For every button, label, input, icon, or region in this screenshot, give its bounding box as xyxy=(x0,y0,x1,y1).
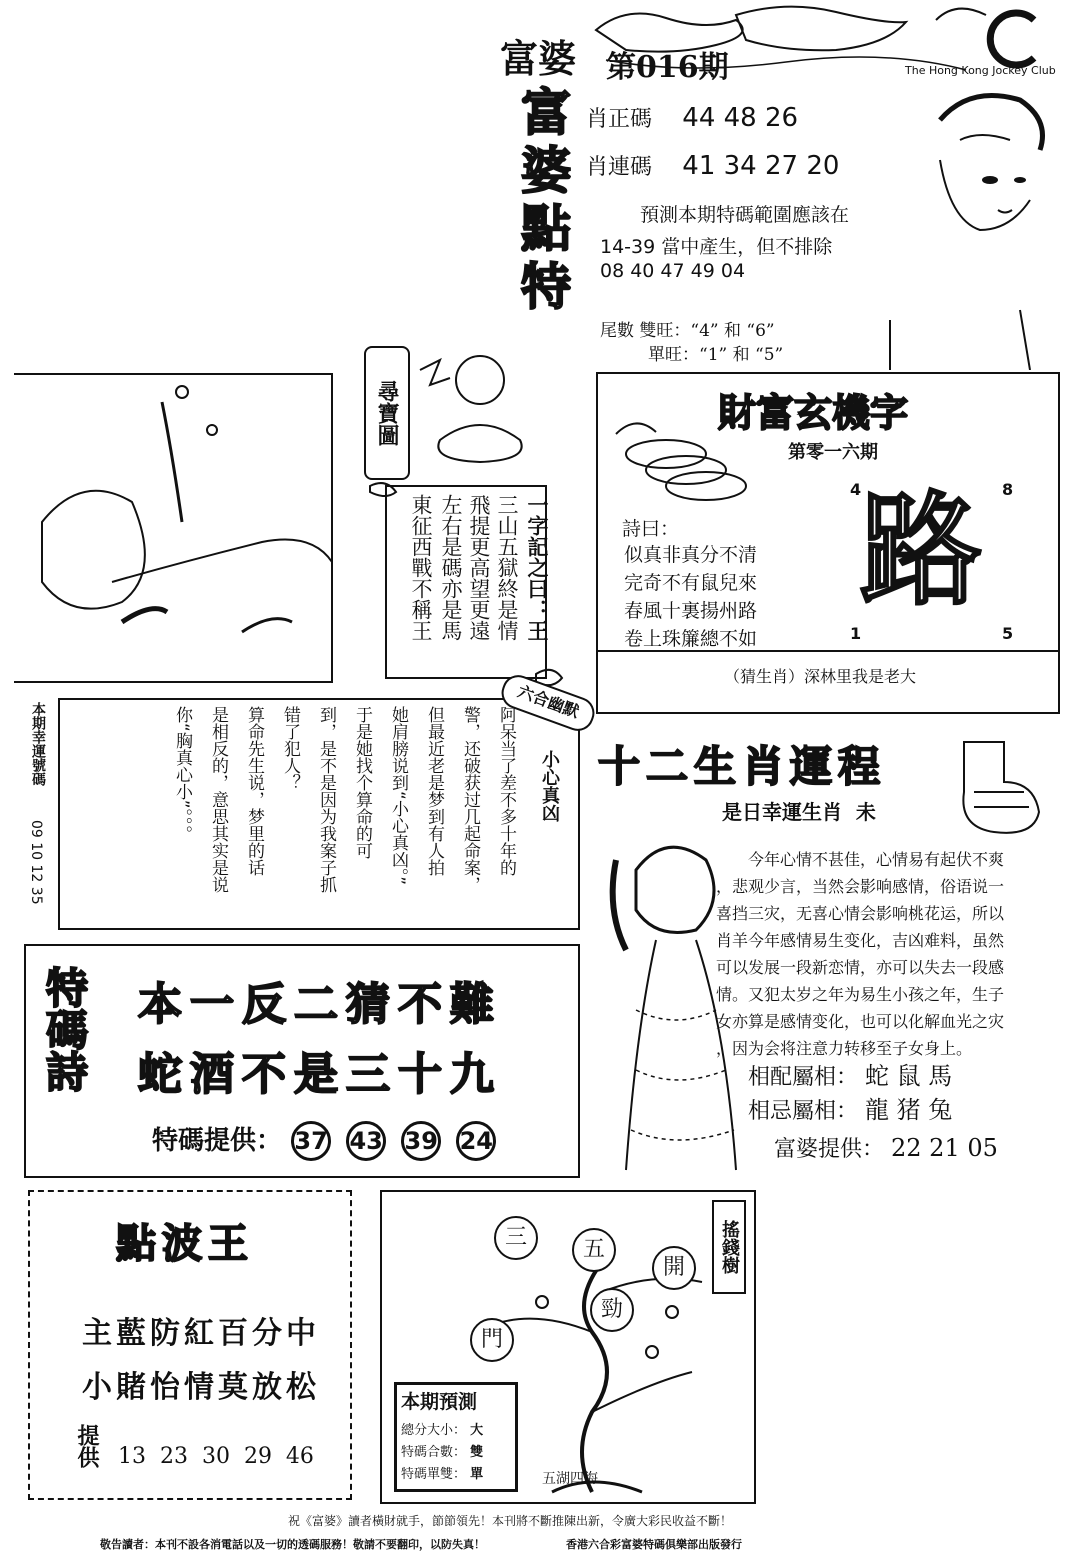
bubble-men: 門 xyxy=(470,1318,514,1362)
special-poem-line-1: 本一反二猜不難 xyxy=(138,979,502,1030)
fortune-big-character: 路 xyxy=(860,478,982,622)
scroll-line-3: 左右是碼亦是馬 xyxy=(439,494,463,641)
forecast-total-label: 總分大小： xyxy=(401,1423,467,1438)
lucky-numbers-box xyxy=(24,700,58,930)
footer-line-1: 祝《富婆》讀者橫財就手，節節領先！本刊將不斷推陳出新，令廣大彩民收益不斷！ xyxy=(288,1514,733,1528)
jockey-club-text: The Hong Kong Jockey Club xyxy=(905,64,1056,77)
poem-line-3: 春風十裏揚州路 xyxy=(624,600,758,622)
corner-number-top-right: 8 xyxy=(1002,480,1014,499)
number-ball: 24 xyxy=(456,1121,496,1161)
scroll-line-1: 三山五獄終是情 xyxy=(495,494,519,641)
zodiac-avoid-row xyxy=(748,1090,952,1125)
fist-icon xyxy=(944,732,1054,842)
poem-line-2: 完奇不有鼠兒來 xyxy=(624,572,758,594)
forecast-sum-label: 特碼合數： xyxy=(401,1445,467,1460)
number-ball: 43 xyxy=(346,1121,386,1161)
poem-line-1: 似真非真分不清 xyxy=(624,544,758,566)
zheng-code-row xyxy=(586,102,798,133)
scroll-line-4: 東征西戰不稱王 xyxy=(409,494,433,641)
prediction-line-1: 預測本期特碼範圍應該在 xyxy=(640,204,850,226)
number-ball: 39 xyxy=(401,1121,441,1161)
zodiac-text-line-7: 女亦算是感情变化，也可以化解血光之灾 xyxy=(716,1012,1005,1031)
zodiac-provider-row xyxy=(774,1132,998,1163)
story-badge-text: 六合幽默 xyxy=(515,681,582,722)
forecast-sum-value: 雙 xyxy=(470,1445,484,1460)
money-tree-signature: 五湖四海 xyxy=(542,1471,598,1487)
fortune-issue: 第零一六期 xyxy=(788,442,878,463)
forecast-odd-even-label: 特碼單雙： xyxy=(401,1467,467,1482)
bubble-kai: 開 xyxy=(652,1246,696,1290)
money-tree-box xyxy=(380,1190,756,1504)
corner-number-top-left: 4 xyxy=(850,480,862,499)
money-tree-title: 搖錢樹 xyxy=(712,1200,746,1294)
lian-code-numbers: 41 34 27 20 xyxy=(682,151,840,181)
lucky-numbers: 09 10 12 35 xyxy=(28,820,44,905)
wave-king-provide-label: 提供 xyxy=(74,1424,100,1468)
fortune-title: 財富玄機字 xyxy=(718,390,909,435)
forecast-row-odd-even xyxy=(401,1463,483,1482)
zodiac-subtitle: 是日幸運生肖 未 xyxy=(722,800,876,824)
story-column-5: 于是她找个算命的可 xyxy=(352,706,372,859)
jockey-club-logo xyxy=(972,6,1052,70)
bubble-jing: 勁 xyxy=(590,1288,634,1332)
bubble-wu: 五 xyxy=(572,1228,616,1272)
forecast-row-sum xyxy=(401,1441,483,1460)
forecast-odd-even-value: 單 xyxy=(470,1467,484,1482)
zodiac-text-block xyxy=(716,846,1004,1062)
special-poem-line-2: 蛇酒不是三十九 xyxy=(138,1049,502,1100)
scroll-line-2: 飛提更高望更遠 xyxy=(467,494,491,641)
zodiac-text-line-6: 情。又犯太岁之年为易生小孩之年，生子 xyxy=(716,985,1005,1004)
treasure-map-frame xyxy=(12,372,352,684)
zodiac-match-label: 相配屬相： xyxy=(748,1065,859,1090)
footer-line-2: 敬告讀者：本刊不設各消電話以及一切的透碼服務！敬請不要翻印，以防失真！ xyxy=(100,1538,485,1551)
story-column-6: 到，是不是因为我案子抓 xyxy=(316,706,336,893)
cupid-illustration xyxy=(410,330,550,470)
number-ball: 37 xyxy=(291,1121,331,1161)
special-poem-box xyxy=(24,944,580,1178)
zodiac-match-row xyxy=(748,1056,952,1091)
story-column-3: 但最近老是梦到有人拍 xyxy=(424,706,444,876)
lian-code-label: 肖連碼 xyxy=(586,155,653,180)
poem-line-4: 卷上珠簾總不如 xyxy=(624,628,758,650)
tail-line-2: 單旺：“1” 和 “5” xyxy=(648,345,784,365)
scroll-title: 一字記之曰：王 xyxy=(525,494,550,641)
forecast-box xyxy=(394,1382,518,1492)
bubble-san: 三 xyxy=(494,1216,538,1260)
riddle-text: （猜生肖）深林里我是老大 xyxy=(724,667,917,686)
story-column-7: 错了犯人？ xyxy=(280,706,300,791)
story-box xyxy=(58,681,582,930)
story-column-9: 是相反的，意思其实是说 xyxy=(208,706,228,893)
story-column-4: 她肩膀说到“小心真凶。” xyxy=(388,706,408,886)
zodiac-avoid-values: 龍 猪 兔 xyxy=(865,1096,953,1124)
prediction-numbers: 08 40 47 49 04 xyxy=(600,260,746,282)
issue-number: 第016期 xyxy=(606,50,729,85)
zodiac-title: 十二生肖運程 xyxy=(598,742,887,791)
zodiac-text-line-3: 喜挡三灾，无喜心情会影响桃花运，所以 xyxy=(716,904,1005,923)
zodiac-text-line-8: ，因为会将注意力转移至子女身上。 xyxy=(716,1039,973,1058)
zodiac-text-line-1: 今年心情不甚佳，心情易有起伏不爽 xyxy=(748,850,1005,869)
wave-king-numbers: 13 23 30 29 46 xyxy=(118,1444,314,1469)
fortune-box xyxy=(596,372,1060,714)
woman-portrait-illustration xyxy=(880,80,1060,370)
prediction-line-2: 14-39 當中產生，但不排除 xyxy=(600,236,833,258)
corner-number-bottom-left: 1 xyxy=(850,624,862,643)
wave-king-title: 點波王 xyxy=(116,1220,254,1267)
forecast-row-total xyxy=(401,1419,483,1438)
zodiac-text-line-5: 可以发展一段新恋情，亦可以失去一段感 xyxy=(716,958,1005,977)
special-poem-provider xyxy=(152,1120,502,1161)
zheng-code-numbers: 44 48 26 xyxy=(682,103,799,133)
corner-number-bottom-right: 5 xyxy=(1002,624,1014,643)
treasure-map-title: 尋寶圖 xyxy=(364,346,410,480)
vertical-title: 富婆點特 xyxy=(513,86,572,318)
story-title: 小心真凶 xyxy=(539,750,560,822)
poem-label: 詩曰： xyxy=(622,518,680,540)
story-column-2: 警，还破获过几起命案， xyxy=(460,706,480,893)
zodiac-text-line-4: 肖羊今年感情易生变化，吉凶难料，虽然 xyxy=(716,931,1005,950)
forecast-total-value: 大 xyxy=(470,1423,484,1438)
tail-line-1: 尾數 雙旺：“4” 和 “6” xyxy=(600,321,775,341)
story-column-10: 你“胸真心小”。。。 xyxy=(172,706,192,843)
coins-illustration xyxy=(606,414,756,514)
zodiac-avoid-label: 相忌屬相： xyxy=(748,1099,859,1124)
story-column-8: 算命先生说，梦里的话 xyxy=(244,706,264,876)
zodiac-provider-numbers: 22 21 05 xyxy=(891,1134,998,1162)
special-poem-provider-label: 特碼提供： xyxy=(152,1126,283,1156)
forecast-title: 本期預測 xyxy=(401,1391,478,1413)
riddle-divider xyxy=(598,650,1058,652)
zodiac-provider-label: 富婆提供： xyxy=(774,1137,885,1162)
zheng-code-label: 肖正碼 xyxy=(586,107,653,132)
footer-line-3: 香港六合彩富婆特碼俱樂部出版發行 xyxy=(566,1538,742,1551)
zodiac-text-line-2: ，悲观少言，当然会影响感情，俗语说一 xyxy=(716,877,1005,896)
wave-king-box xyxy=(28,1190,352,1500)
special-poem-title: 特碼詩 xyxy=(40,966,89,1092)
story-column-1: 阿呆当了差不多十年的 xyxy=(496,706,516,876)
brand-title: 富婆 xyxy=(500,36,577,81)
wave-king-line-1: 主藍防紅百分中 xyxy=(82,1316,320,1351)
lucky-label: 本期幸運號碼 xyxy=(30,702,46,786)
lian-code-row xyxy=(586,150,839,181)
wave-king-line-2: 小賭怡情莫放松 xyxy=(82,1370,320,1405)
zodiac-match-values: 蛇 鼠 馬 xyxy=(865,1062,953,1090)
